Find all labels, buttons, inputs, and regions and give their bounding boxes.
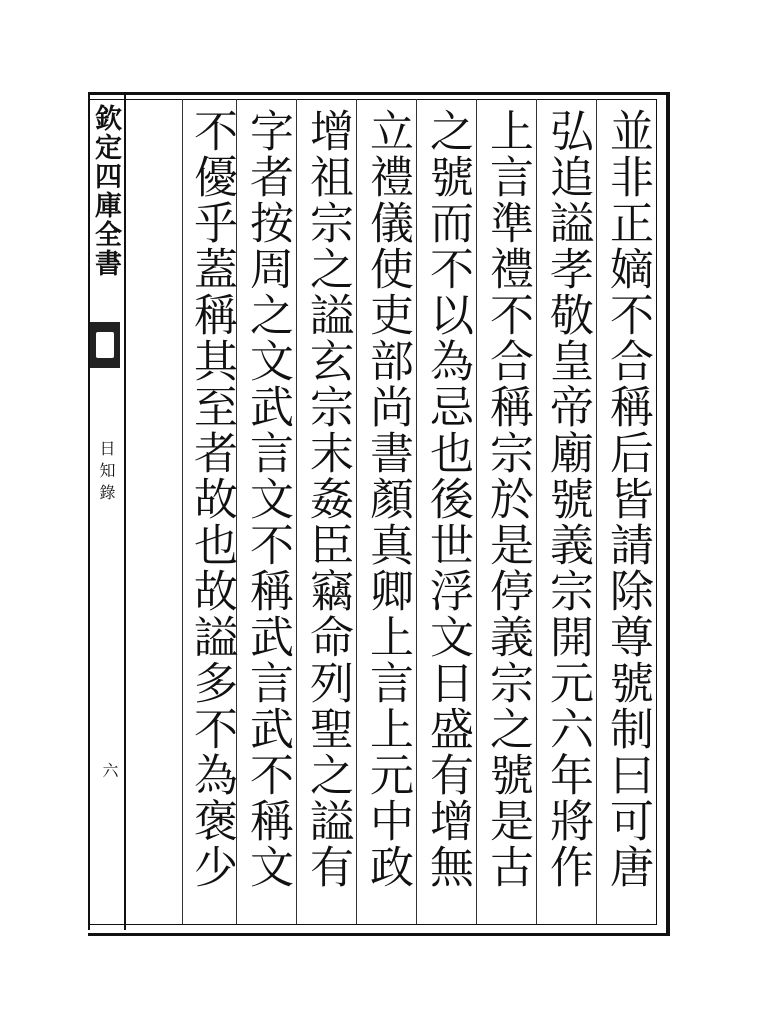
- column-divider: [536, 99, 537, 924]
- column-divider: [356, 99, 357, 924]
- column-divider: [416, 99, 417, 924]
- text-column-8: 不優乎蓋稱其至者故也故謚多不為褒少: [186, 108, 237, 890]
- text-column-1: 並非正嫡不合稱后皆請除尊號制曰可唐: [602, 108, 653, 890]
- column-divider: [182, 99, 183, 924]
- margin-section-title: 日知錄: [97, 440, 116, 506]
- text-column-5: 立禮儀使吏部尚書顏真卿上言上元中政: [362, 108, 413, 890]
- text-column-3: 上言準禮不合稱宗於是停義宗之號是古: [482, 108, 533, 890]
- column-divider: [596, 99, 597, 924]
- column-divider: [296, 99, 297, 924]
- text-column-6: 增祖宗之謚玄宗末姦臣竊命列聖之謚有: [302, 108, 353, 890]
- margin-page-number: 六: [100, 762, 119, 778]
- text-column-4: 之號而不以為忌也後世浮文日盛有增無: [422, 108, 473, 890]
- margin-book-title: 欽定四庫全書: [90, 104, 121, 278]
- text-column-7: 字者按周之文武言文不稱武言武不稱文: [242, 108, 293, 890]
- text-column-2: 弘追謚孝敬皇帝廟號義宗開元六年將作: [542, 108, 593, 890]
- column-divider: [476, 99, 477, 924]
- fish-tail-mark-icon: [90, 322, 120, 368]
